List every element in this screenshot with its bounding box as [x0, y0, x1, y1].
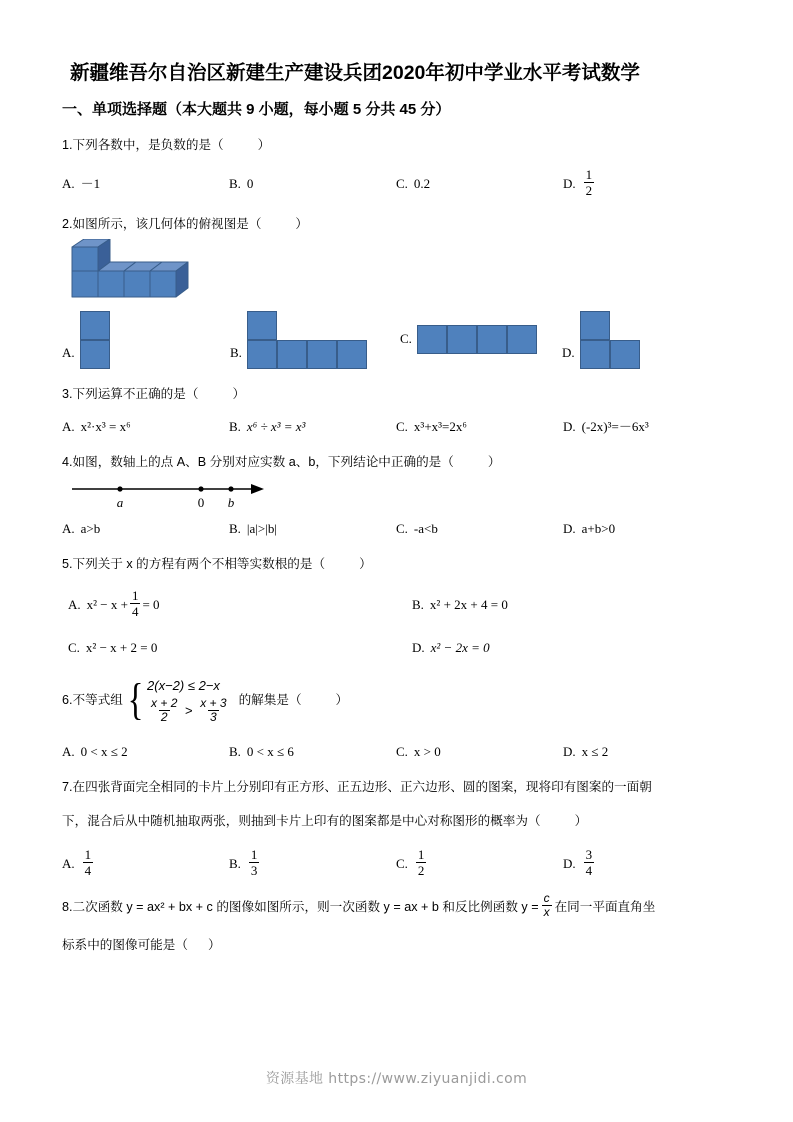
option-5-A[interactable]: [62, 589, 386, 620]
question-8-stem-line-2: [62, 934, 730, 956]
option-value: x² − 2x = 0: [430, 640, 490, 655]
fraction-one-half: [584, 167, 595, 198]
option-value-suffix: = 0: [142, 596, 160, 612]
svg-text:a: a: [116, 495, 124, 510]
option-label: C.: [396, 744, 408, 759]
system-row-2: [147, 697, 231, 726]
question-3-text: 下列运算不正确的是（: [72, 387, 199, 401]
option-4-B[interactable]: [229, 519, 396, 539]
question-4: [62, 451, 730, 539]
option-3-B[interactable]: [229, 417, 396, 437]
question-3: [62, 383, 730, 437]
question-7-number: 7.: [62, 780, 73, 794]
system-rows: [147, 675, 231, 726]
option-label: D.: [563, 175, 576, 191]
option-value: x ≤ 2: [581, 744, 609, 759]
fraction-x-plus-3-over-3: [198, 697, 228, 724]
question-7-text-line2: 下，混合后从中随机抽取两张，则抽到卡片上印有的图案都是中心对称图形的概率为（: [62, 814, 541, 828]
option-3-A[interactable]: [62, 417, 229, 437]
fraction-one-fourth: [83, 847, 94, 878]
option-label: A.: [62, 175, 75, 191]
option-value: x² − x + 2 = 0: [85, 640, 158, 655]
number-line-icon: [70, 479, 270, 513]
option-7-D[interactable]: [563, 848, 730, 879]
page-title: 新疆维吾尔自治区新建生产建设兵团2020年初中学业水平考试数学: [70, 62, 640, 84]
fraction-numerator: 1: [84, 847, 92, 862]
fraction-denominator: x: [543, 905, 550, 919]
option-value: 0 < x ≤ 6: [246, 744, 294, 759]
shape-four-cells-horizontal-icon: [417, 325, 537, 354]
question-5-options-row2: [62, 638, 730, 658]
option-4-D[interactable]: [563, 519, 730, 539]
question-2-figure: [62, 239, 730, 305]
fraction-numerator: c: [543, 891, 550, 905]
question-6-number: 6.: [62, 693, 73, 707]
option-label: D.: [563, 855, 576, 871]
question-4-number: 4.: [62, 455, 73, 469]
option-1-A[interactable]: [62, 168, 229, 199]
option-2-B[interactable]: [230, 311, 367, 369]
question-5: [62, 553, 730, 658]
question-6-stem: [62, 672, 730, 728]
option-label: C.: [68, 640, 80, 655]
fraction-denominator: 4: [131, 604, 139, 619]
option-value: 0: [246, 175, 254, 191]
option-value: x⁶ ÷ x³ = x³: [246, 419, 306, 434]
svg-text:0: 0: [197, 495, 205, 510]
system-operator: >: [185, 702, 193, 718]
fraction-one-fourth: [130, 588, 141, 619]
option-7-B[interactable]: [229, 848, 396, 879]
option-label: C.: [396, 175, 408, 191]
option-7-A[interactable]: [62, 848, 229, 879]
question-5-options-row1: [62, 589, 730, 620]
question-2-paren-close: ）: [295, 217, 309, 231]
question-3-number: 3.: [62, 387, 73, 401]
option-label: C.: [400, 331, 412, 346]
question-5-stem: [62, 553, 730, 575]
question-1: [62, 134, 730, 199]
section-heading: 一、单项选择题（本大题共 9 小题，每小题 5 分共 45 分）: [62, 101, 451, 118]
option-value: |a|>|b|: [246, 521, 277, 536]
question-7-options: [62, 848, 730, 879]
question-6-text-pre: 不等式组: [72, 693, 123, 707]
option-label: B.: [230, 345, 242, 360]
option-value: 0.2: [413, 175, 431, 191]
option-value: x³+x³=2x⁶: [413, 419, 467, 434]
option-5-C[interactable]: [62, 638, 386, 658]
option-4-A[interactable]: [62, 519, 229, 539]
fraction-c-over-x: [542, 892, 552, 919]
option-6-B[interactable]: [229, 742, 396, 762]
question-2-text: 如图所示，该几何体的俯视图是（: [72, 217, 262, 231]
question-4-figure: [70, 479, 270, 513]
option-label: B.: [229, 521, 241, 536]
question-7-stem-line-2: [62, 810, 730, 832]
question-4-stem: [62, 451, 730, 473]
question-5-paren-close: ）: [359, 557, 372, 571]
option-label: D.: [563, 419, 576, 434]
question-6-text-post: 的解集是（: [238, 693, 302, 707]
question-8-text-line2: 标系中的图像可能是（: [62, 938, 188, 952]
question-7-paren-close: ）: [574, 814, 588, 828]
option-label: D.: [563, 744, 576, 759]
option-6-C[interactable]: [396, 742, 563, 762]
option-2-A[interactable]: [62, 311, 110, 369]
fraction-denominator: 3: [250, 863, 258, 878]
option-value: -a<b: [413, 521, 438, 536]
fraction-one-third: [249, 847, 260, 878]
fraction-denominator: 2: [160, 709, 168, 724]
option-value: x²·x³ = x⁶: [80, 419, 131, 434]
option-value: a>b: [80, 521, 101, 536]
option-4-C[interactable]: [396, 519, 563, 539]
isometric-solid-icon: [70, 239, 190, 305]
shape-L-two-wide-icon: [580, 311, 640, 369]
left-brace-icon: {: [127, 675, 144, 724]
option-label: D.: [563, 521, 576, 536]
question-4-paren-close: ）: [487, 455, 501, 469]
question-4-text: 如图，数轴上的点 A、B 分别对应实数 a、b，下列结论中正确的是（: [72, 455, 454, 469]
option-label: B.: [229, 419, 241, 434]
option-2-C[interactable]: [400, 325, 537, 354]
question-4-options: [62, 519, 730, 539]
option-value: (-2x)³=－6x³: [581, 419, 649, 434]
question-7: [62, 776, 730, 879]
shape-two-cells-vertical-icon: [80, 311, 110, 369]
question-1-number: 1.: [62, 138, 73, 152]
option-label: B.: [229, 855, 241, 871]
option-2-D[interactable]: [562, 311, 640, 369]
fraction-denominator: 2: [585, 183, 593, 198]
option-label: A.: [62, 345, 75, 360]
fraction-three-fourths: [584, 847, 595, 878]
question-7-stem-line-1: [62, 776, 730, 798]
page-content: [62, 60, 730, 956]
fraction-denominator: 2: [417, 863, 425, 878]
option-label: C.: [396, 419, 408, 434]
option-label: B.: [412, 596, 424, 612]
option-label: B.: [229, 175, 241, 191]
option-label: A.: [62, 855, 75, 871]
question-3-options: [62, 417, 730, 437]
fraction-denominator: 4: [585, 863, 593, 878]
question-8-text-b: 在同一平面直角坐: [554, 899, 656, 914]
question-8-paren-close: ）: [207, 938, 221, 952]
question-8-text-a: 二次函数 y = ax² + bx + c 的图像如图所示，则一次函数 y = ax + b 和反比例函数 y =: [72, 899, 539, 914]
fraction-numerator: 1: [417, 847, 425, 862]
question-2-number: 2.: [62, 217, 73, 231]
fraction-numerator: x + 3: [200, 695, 227, 710]
option-label: B.: [229, 744, 241, 759]
inequality-system: [125, 675, 231, 726]
option-value: －1: [80, 175, 101, 191]
question-7-text-line1: 在四张背面完全相同的卡片上分别印有正方形、正五边形、正六边形、圆的图案，现将印有图案的一面朝: [72, 780, 652, 794]
shape-L-four-wide-icon: [247, 311, 367, 369]
footer-watermark: 资源基地 https://www.ziyuanjidi.com: [265, 1071, 528, 1087]
fraction-x-plus-2-over-2: [149, 697, 179, 724]
question-2-options: [62, 311, 730, 373]
option-label: A.: [68, 596, 81, 612]
option-6-D[interactable]: [563, 742, 730, 762]
question-8: [62, 893, 730, 956]
question-2: [62, 213, 730, 373]
option-5-B[interactable]: [386, 595, 730, 615]
question-3-paren-close: ）: [232, 387, 246, 401]
option-3-C[interactable]: [396, 417, 563, 437]
fraction-denominator: 4: [84, 863, 92, 878]
fraction-one-half: [416, 847, 427, 878]
fraction-numerator: 1: [250, 847, 258, 862]
question-1-stem: [62, 134, 730, 156]
fraction-denominator: 3: [210, 709, 217, 724]
fraction-numerator: 3: [585, 847, 593, 862]
option-5-D[interactable]: [386, 638, 730, 658]
question-2-stem: [62, 213, 730, 235]
question-6-options: [62, 742, 730, 762]
question-8-stem-line-1: [62, 893, 730, 920]
option-6-A[interactable]: [62, 742, 229, 762]
question-8-number: 8.: [62, 899, 73, 914]
fraction-numerator: 1: [585, 167, 593, 182]
svg-text:b: b: [227, 495, 235, 510]
option-3-D[interactable]: [563, 417, 730, 437]
option-value-prefix: x² − x +: [86, 596, 128, 612]
fraction-numerator: 1: [131, 588, 139, 603]
option-label: A.: [62, 521, 75, 536]
question-1-options: [62, 168, 730, 199]
option-7-C[interactable]: [396, 848, 563, 879]
option-1-B[interactable]: [229, 168, 396, 199]
question-6-paren-close: ）: [335, 693, 349, 707]
option-value: 0 < x ≤ 2: [80, 744, 128, 759]
option-label: D.: [562, 345, 575, 360]
question-3-stem: [62, 383, 730, 405]
question-6: [62, 672, 730, 762]
option-value: x > 0: [413, 744, 441, 759]
option-1-D[interactable]: [563, 168, 730, 199]
question-5-number: 5.: [62, 557, 73, 571]
option-label: D.: [412, 640, 425, 655]
fraction-numerator: x + 2: [151, 695, 178, 710]
option-label: A.: [62, 419, 75, 434]
option-label: C.: [396, 521, 408, 536]
option-value: x² + 2x + 4 = 0: [429, 596, 508, 612]
option-label: A.: [62, 744, 75, 759]
question-1-text: 下列各数中，是负数的是（: [72, 138, 224, 152]
question-1-paren-close: ）: [257, 138, 271, 152]
option-1-C[interactable]: [396, 168, 563, 199]
system-row-1: 2(x−2) ≤ 2−x: [147, 677, 220, 693]
option-value: a+b>0: [581, 521, 616, 536]
option-label: C.: [396, 855, 408, 871]
question-5-text: 下列关于 x 的方程有两个不相等实数根的是（: [72, 557, 326, 571]
